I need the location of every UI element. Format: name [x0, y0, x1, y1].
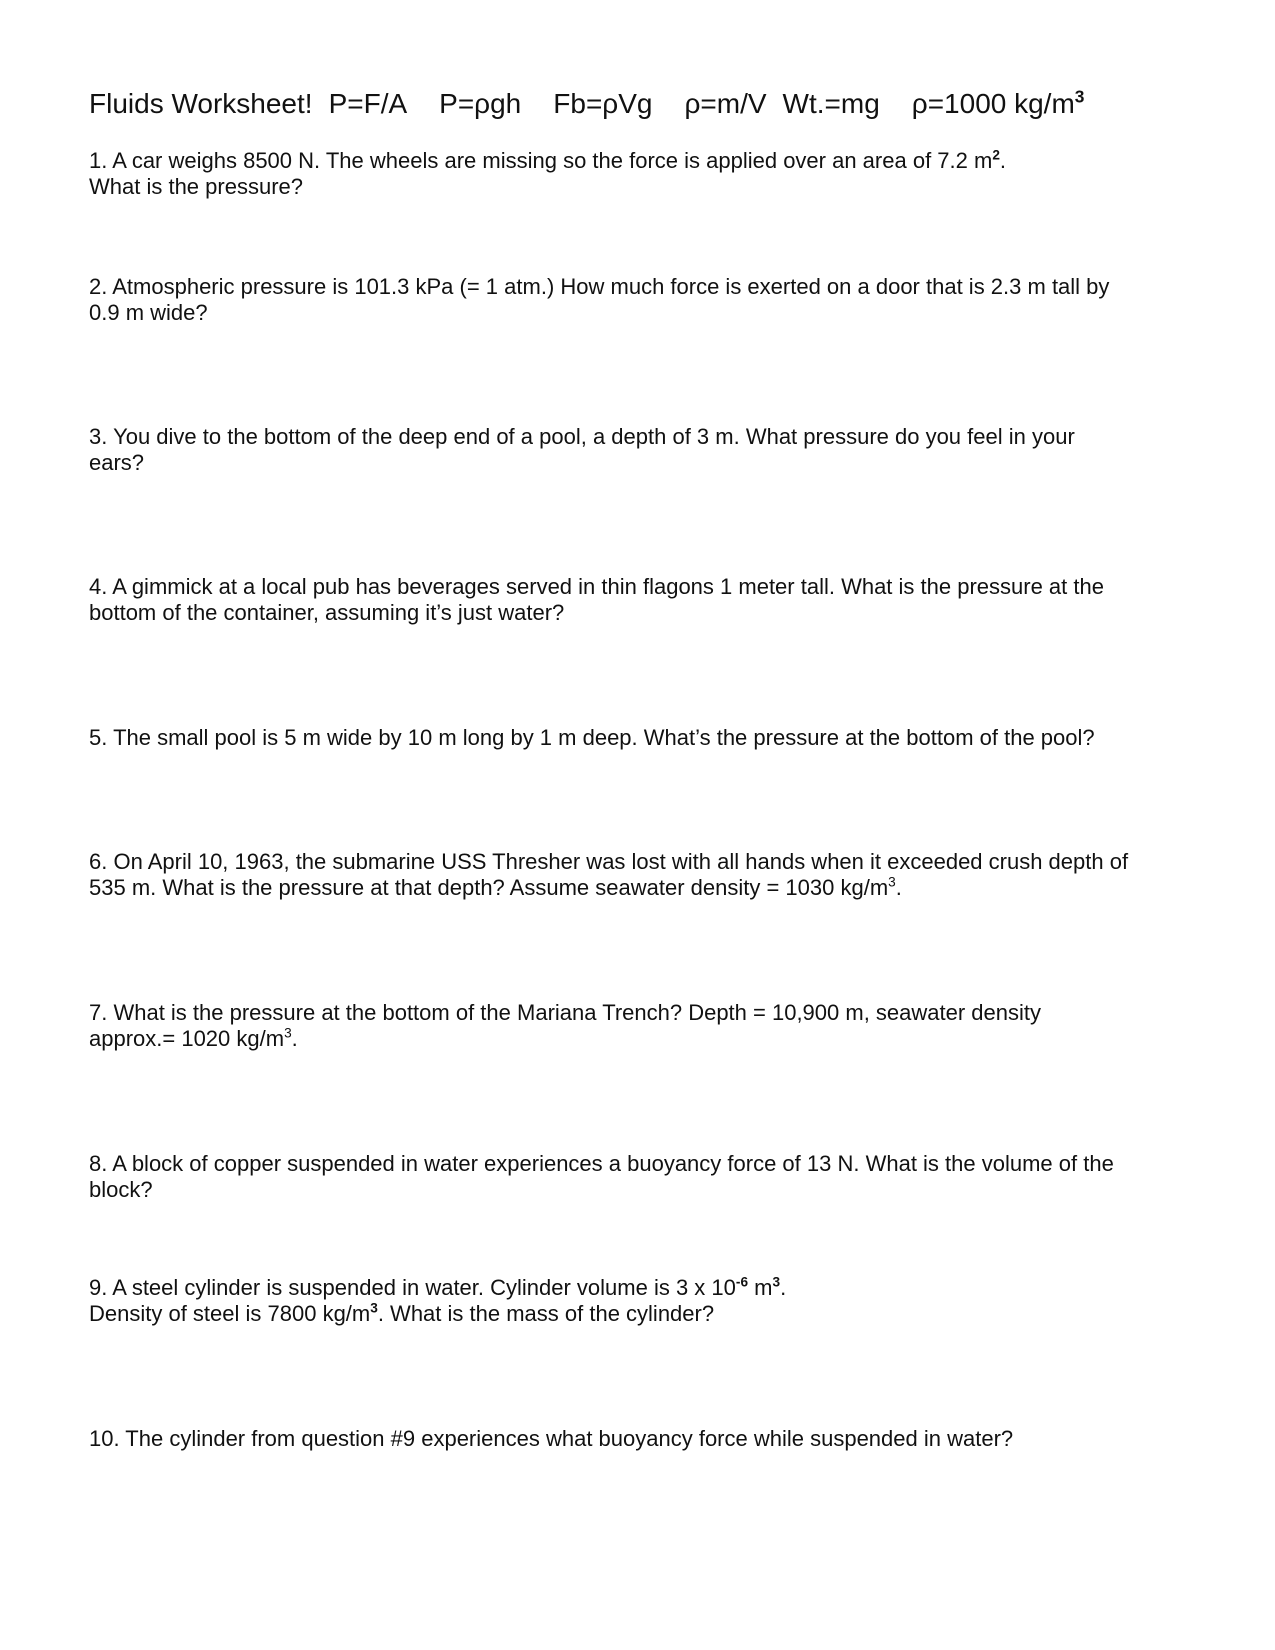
exponent: -6 [735, 1274, 749, 1290]
question-3 [89, 424, 1199, 476]
question-8 [89, 1151, 1199, 1203]
formula-pressure: P=F/A [328, 88, 408, 119]
question-1 [89, 148, 1199, 200]
question-line: 9. A steel cylinder is suspended in water. Cylinder volume is 3 x $10^{-6}$ $m^3$. [89, 1274, 787, 1300]
exponent: 3 [772, 1274, 781, 1290]
question-line: 7. What is the pressure at the bottom of the Mariana Trench? Depth = 10,900 m, seawater density [89, 1000, 1042, 1025]
question-line: approx.= 1020 $kg/m^3$. [89, 1025, 298, 1051]
question-line: 0.9 m wide? [89, 300, 208, 325]
question-line: 2. Atmospheric pressure is 101.3 kPa (= 1 atm.) How much force is exerted on a door that is 2.3 m tall by [89, 274, 1110, 299]
question-line: ears? [89, 450, 145, 475]
question-line: 8. A block of copper suspended in water experiences a buoyancy force of 13 N. What is the volume of the [89, 1151, 1114, 1176]
exponent: 3 [370, 1300, 378, 1316]
title-label: Fluids Worksheet! [89, 88, 313, 119]
question-line: What is the pressure? [89, 174, 303, 199]
exponent: 2 [992, 147, 1000, 163]
formula-hydrostatic: P=ρgh [439, 88, 522, 119]
title-exponent: 3 [1074, 86, 1085, 107]
question-6 [89, 849, 1199, 901]
question-7 [89, 1000, 1199, 1052]
exponent: 3 [888, 874, 896, 890]
question-line: 535 m. What is the pressure at that depth? Assume seawater density = 1030 $kg/m^3$. [89, 874, 902, 900]
question-line: Density of steel is 7800 $kg/m^3$. What is the mass of the cylinder? [89, 1300, 715, 1326]
question-line: bottom of the container, assuming it’s just water? [89, 600, 565, 625]
question-line: 4. A gimmick at a local pub has beverages served in thin flagons 1 meter tall. What is the pressure at the [89, 574, 1104, 599]
question-9 [89, 1275, 1199, 1327]
question-line: 5. The small pool is 5 m wide by 10 m long by 1 m deep. What’s the pressure at the bottom of the pool? [89, 725, 1095, 750]
question-5 [89, 725, 1199, 751]
question-line: 6. On April 10, 1963, the submarine USS Thresher was lost with all hands when it exceeded crush depth of [89, 849, 1129, 874]
worksheet-title [89, 84, 1084, 124]
formula-weight: Wt.=mg [782, 88, 880, 119]
question-4 [89, 574, 1199, 626]
formula-buoyancy: Fb=ρVg [553, 88, 653, 119]
question-2 [89, 274, 1199, 326]
question-10 [89, 1426, 1199, 1452]
question-line: 10. The cylinder from question #9 experiences what buoyancy force while suspended in water? [89, 1426, 1014, 1451]
formula-water-density: ρ=1000 kg/m [911, 88, 1075, 119]
question-line: 3. You dive to the bottom of the deep end of a pool, a depth of 3 m. What pressure do you feel in your [89, 424, 1075, 449]
question-line: 1. A car weighs 8500 N. The wheels are missing so the force is applied over an area of 7.2 $m^2$. [89, 147, 1007, 173]
exponent: 3 [284, 1025, 292, 1041]
question-line: block? [89, 1177, 153, 1202]
formula-density: ρ=m/V [684, 88, 767, 119]
